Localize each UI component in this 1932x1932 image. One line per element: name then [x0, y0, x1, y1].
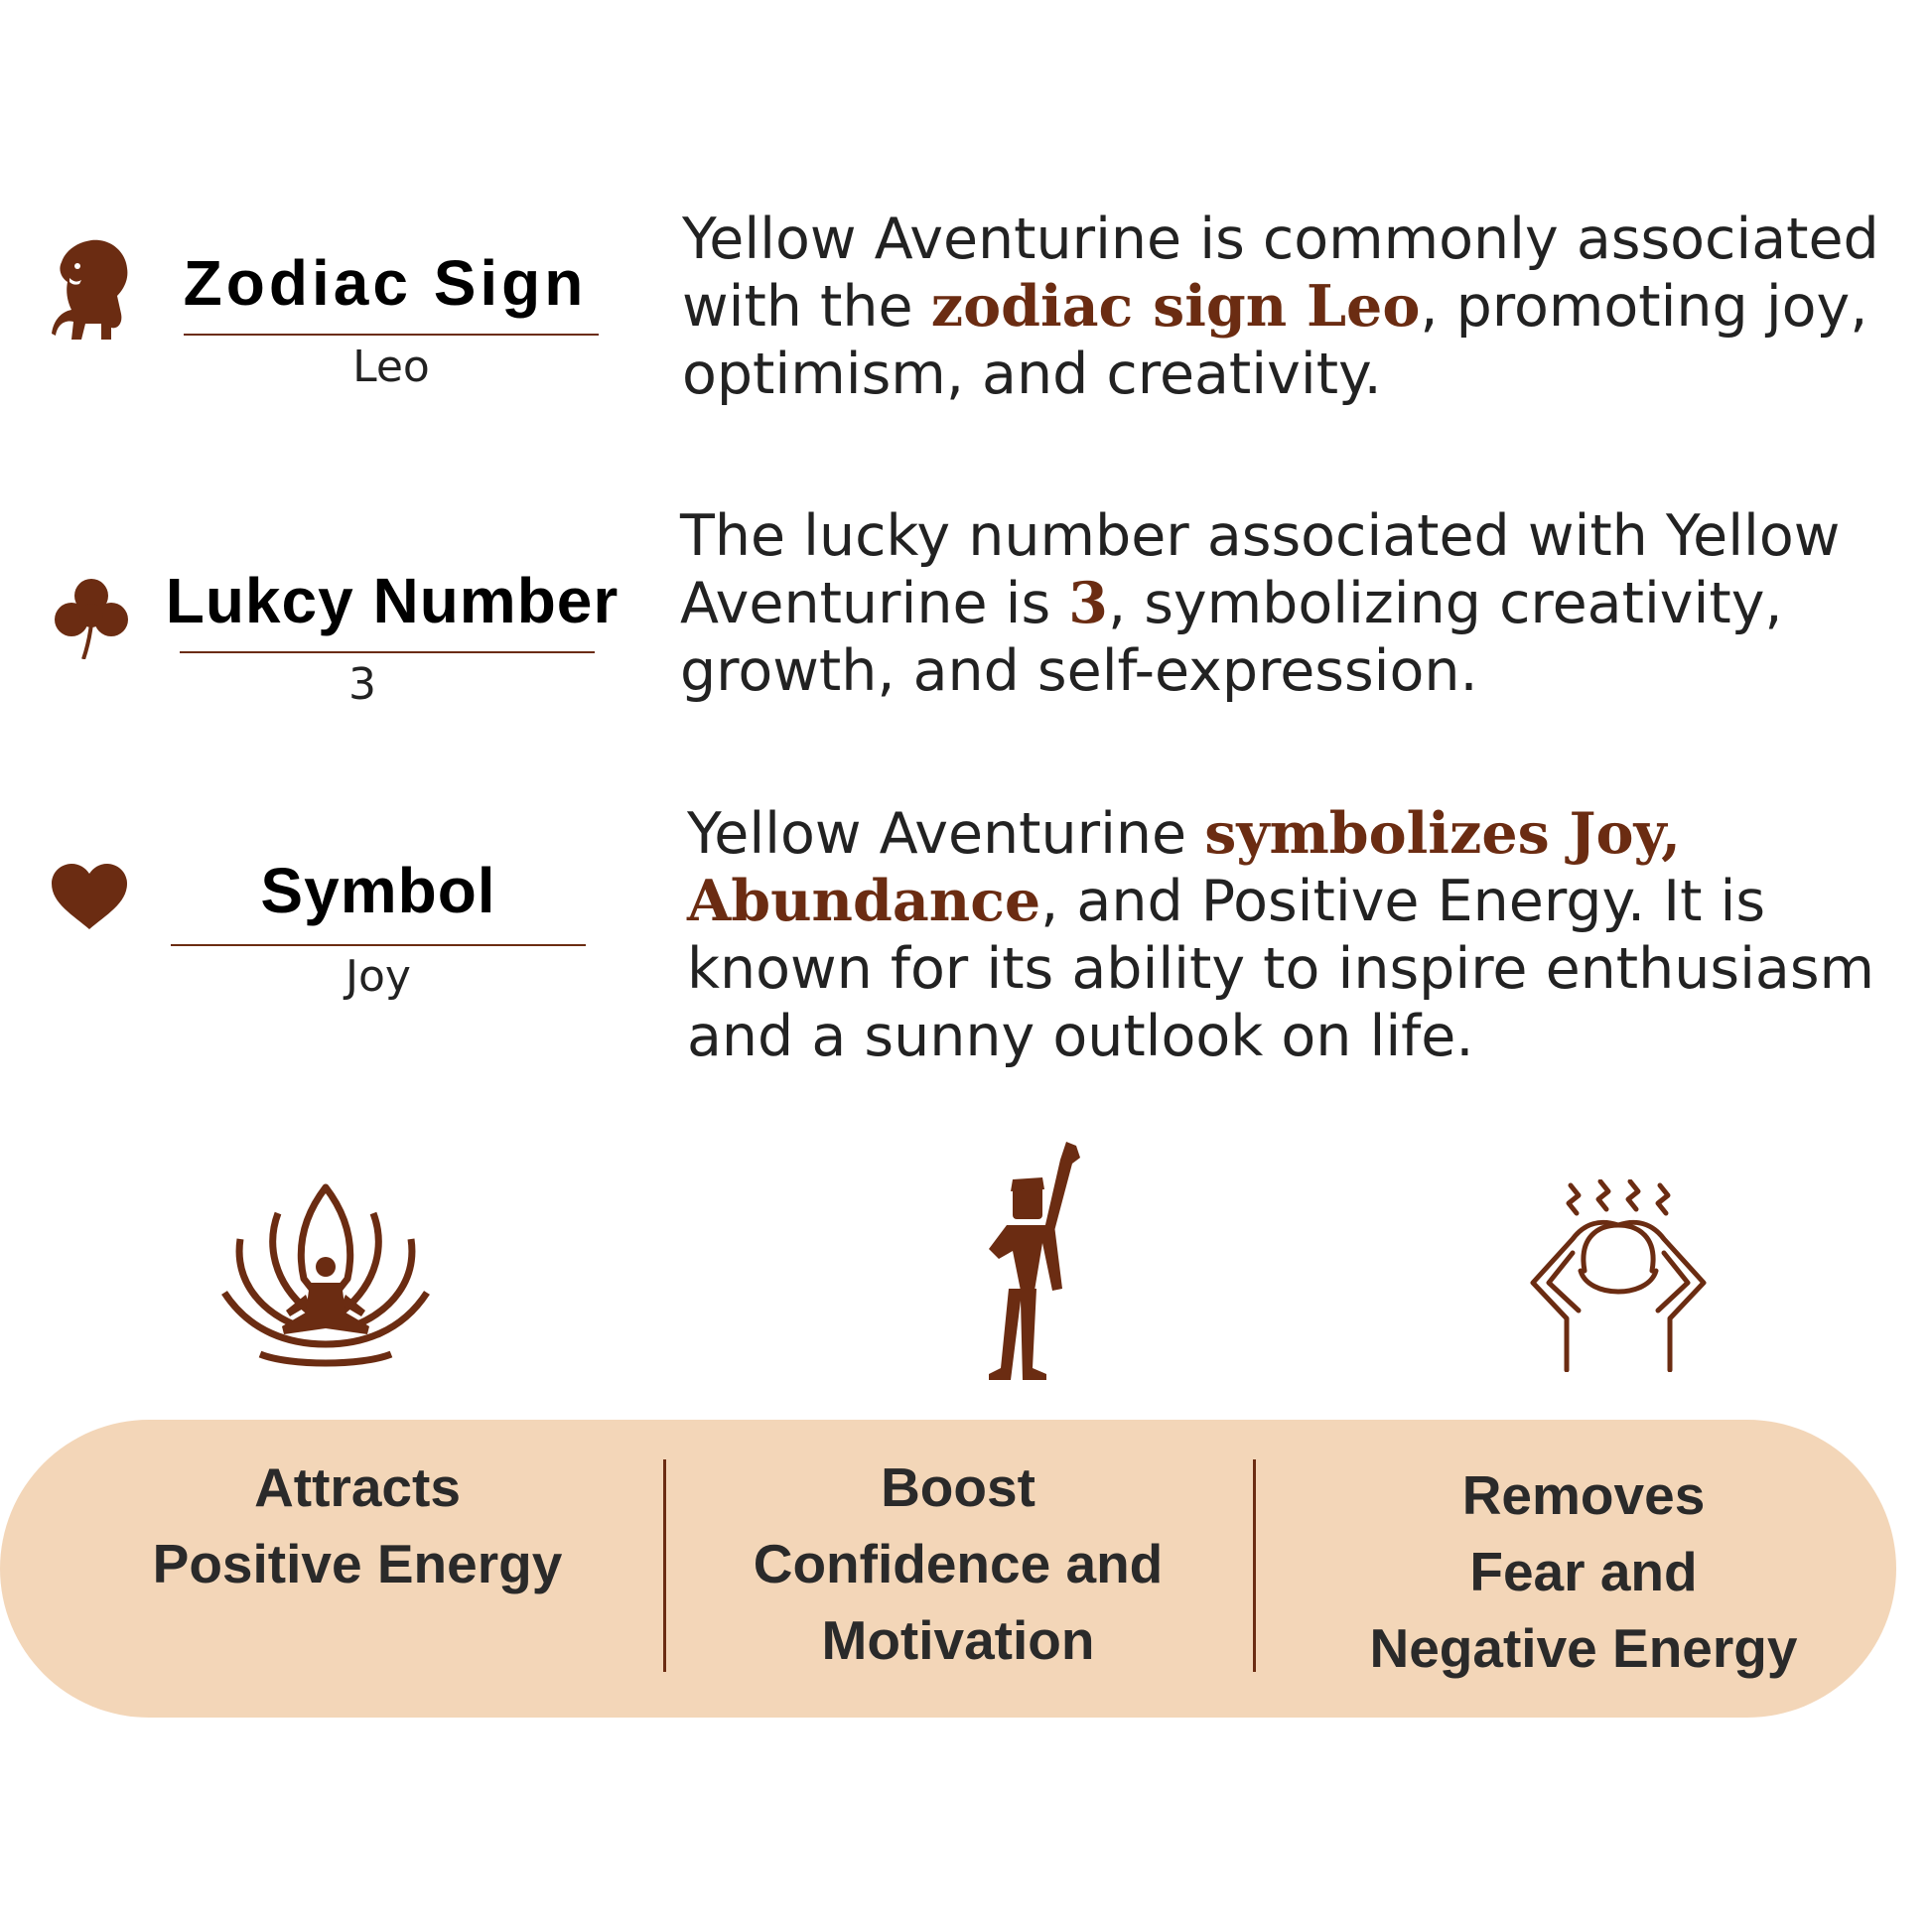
benefit-line: Negative Energy [1369, 1617, 1798, 1679]
lucky-desc-highlight: 3 [1068, 570, 1108, 636]
benefit-line: Boost [881, 1456, 1035, 1518]
zodiac-sign-value: Leo [352, 342, 430, 392]
benefits-divider-2 [1253, 1459, 1256, 1672]
benefit-line: Motivation [821, 1609, 1095, 1671]
symbol-description [687, 800, 1908, 1070]
zodiac-desc-text-2: , promoting joy, optimism, and creativity. [682, 274, 1868, 407]
lotus-meditation-icon [220, 1183, 431, 1372]
lucky-desc-text-2: , symbolizing creativity, growth, and self-expression. [680, 571, 1783, 704]
benefit-boost-confidence [695, 1449, 1221, 1679]
benefit-line: Positive Energy [152, 1533, 563, 1594]
lucky-number-title: Lukcy Number [165, 565, 620, 636]
zodiac-sign-description [682, 206, 1903, 408]
symbol-desc-highlight: symbolizes Joy, Abundance [687, 800, 1682, 934]
lucky-number-value: 3 [348, 659, 376, 710]
confident-person-icon [973, 1142, 1092, 1380]
symbol-title: Symbol [260, 855, 496, 926]
zodiac-sign-title: Zodiac Sign [183, 247, 588, 319]
benefits-divider-1 [663, 1459, 666, 1672]
benefit-line: Fear and [1469, 1541, 1698, 1602]
zodiac-desc-highlight: zodiac sign Leo [930, 273, 1421, 340]
benefit-line: Removes [1461, 1464, 1706, 1526]
symbol-desc-text-1: Yellow Aventurine [687, 801, 1205, 867]
symbol-value: Joy [345, 951, 411, 1002]
lion-icon [52, 236, 131, 344]
symbol-desc-text-2: , and Positive Energy. It is known for its ability to inspire enthusiasm and a sunny outlook on life. [687, 869, 1875, 1069]
lucky-desc-text-1: The lucky number associated with Yellow Aventurine is [680, 503, 1841, 636]
benefit-removes-fear [1301, 1457, 1866, 1687]
benefit-attracts-positive-energy [99, 1449, 616, 1602]
symbol-rule [171, 944, 586, 946]
zodiac-desc-text-1: Yellow Aventurine is commonly associated with the [682, 207, 1879, 340]
lucky-number-description [680, 502, 1901, 705]
heart-icon [50, 864, 129, 931]
zodiac-sign-rule [184, 334, 599, 336]
stressed-head-icon [1529, 1179, 1708, 1372]
benefit-line: Confidence and [753, 1533, 1164, 1594]
lucky-number-rule [180, 651, 595, 653]
benefit-line: Attracts [254, 1456, 461, 1518]
clover-icon [52, 576, 131, 659]
